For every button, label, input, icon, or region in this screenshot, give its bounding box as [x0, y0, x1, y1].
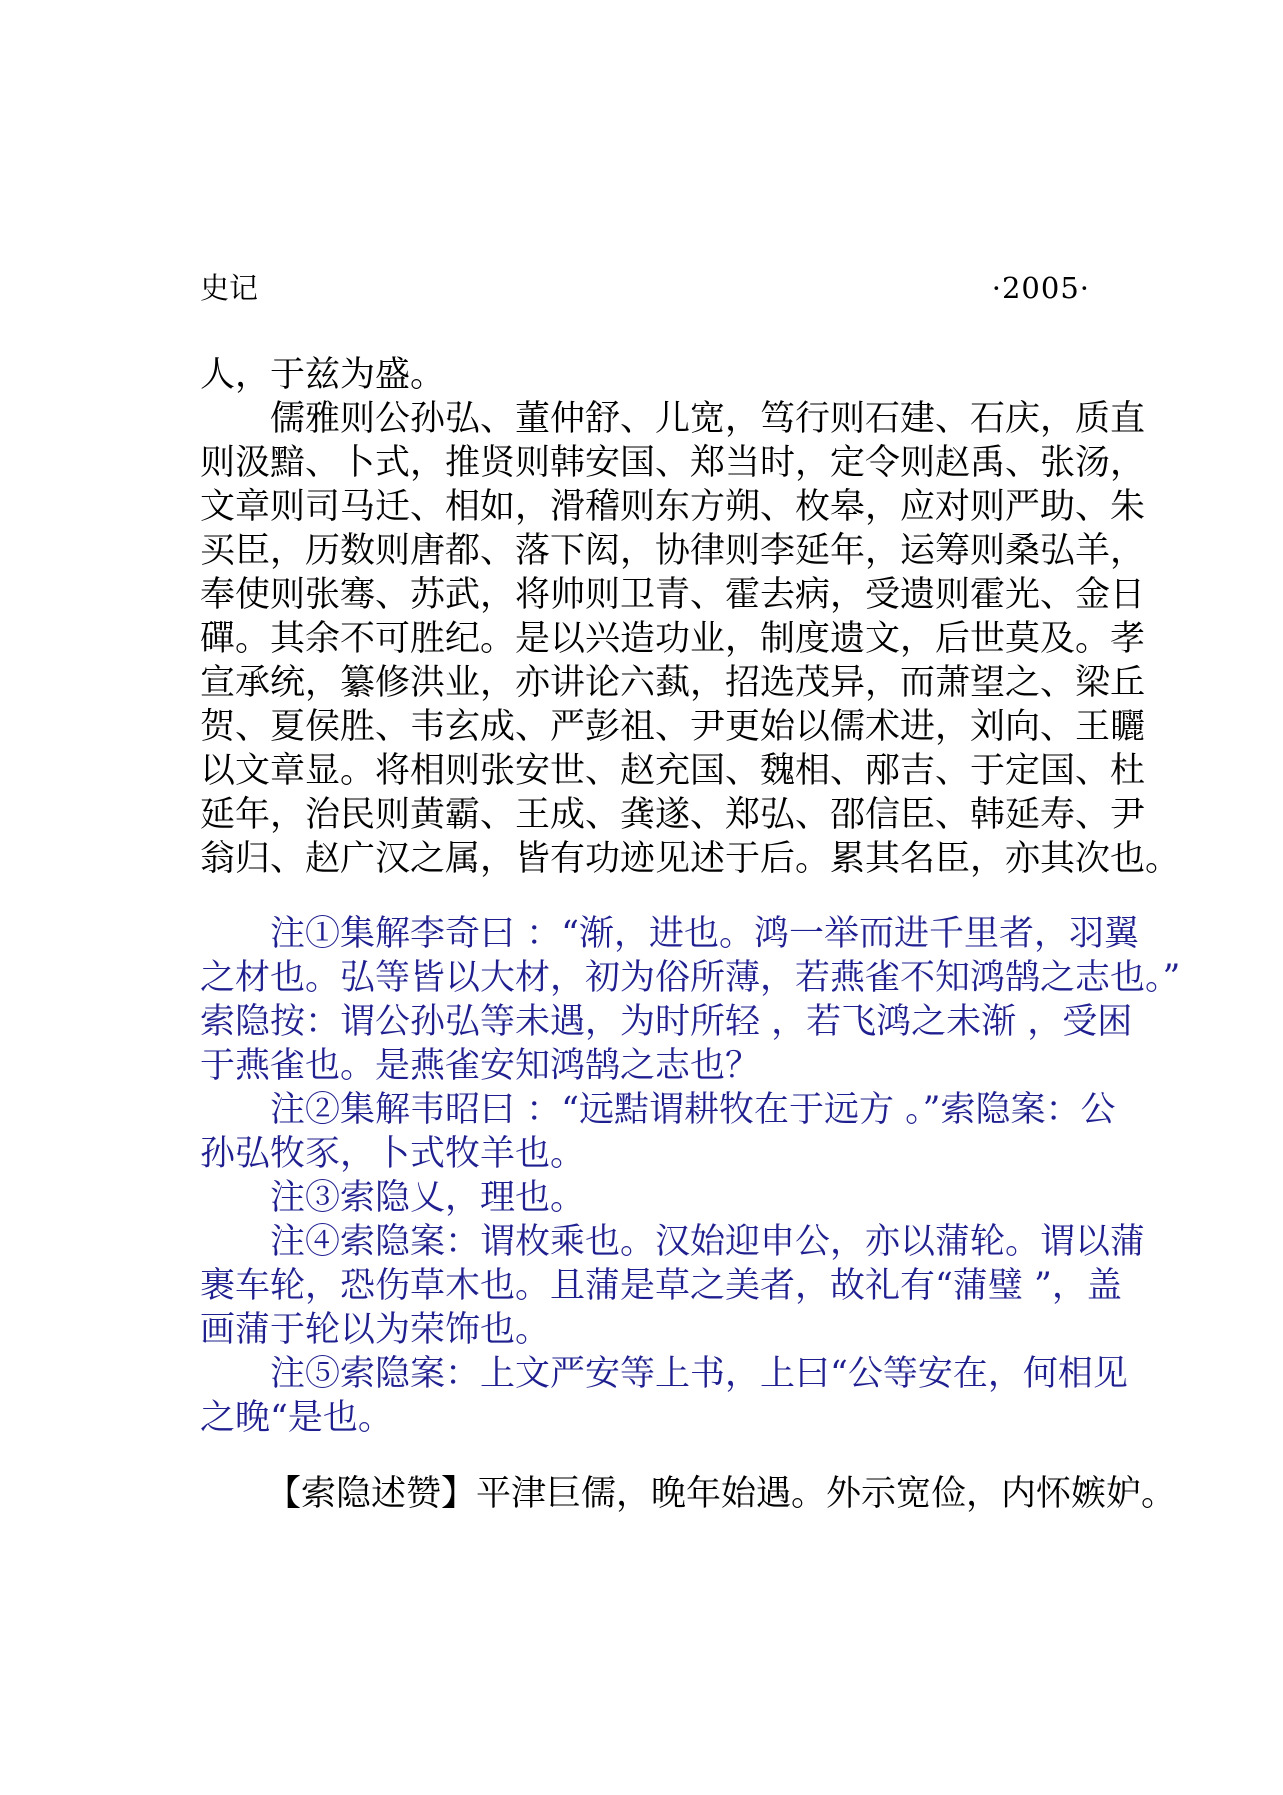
main-text [200, 353, 1181, 881]
note-line: 注⑤索隐案：上文严安等上书，上曰“公等安在，何相见 [270, 1354, 1128, 1394]
page-number: ·2005· [991, 271, 1090, 305]
text-line: 买臣，历数则唐都、落下闳，协律则李延年，运筹则桑弘羊， [200, 531, 1146, 571]
book-title: 史记 [200, 271, 259, 305]
note-line: 注②集解韦昭曰 ：“远黠谓耕牧在于远方 。”索隐案：公 [270, 1090, 1116, 1130]
text-line: 磾。其余不可胜纪。是以兴造功业，制度遗文，后世莫及。孝 [200, 619, 1146, 659]
page-header [200, 268, 1090, 308]
note-line: 画蒲于轮以为荣饰也。 [200, 1310, 551, 1350]
note-line: 之材也。弘等皆以大材，初为俗所薄，若燕雀不知鸿鹄之志也。” [200, 958, 1181, 998]
text-line: 以文章显。将相则张安世、赵充国、魏相、邴吉、于定国、杜 [200, 751, 1146, 791]
note-line: 注①集解李奇曰 ：“渐，进也。鸿一举而进千里者，羽翼 [270, 914, 1140, 954]
note-line: 之晚“是也。 [200, 1398, 393, 1438]
text-line: 人，于兹为盛。 [200, 355, 446, 395]
text-line: 延年，治民则黄霸、王成、龚遂、郑弘、邵信臣、韩延寿、尹 [200, 795, 1146, 835]
note-line: 裹车轮，恐伤草木也。且蒲是草之美者，故礼有“蒲璧 ”，盖 [200, 1266, 1122, 1306]
text-line: 儒雅则公孙弘、董仲舒、儿宽，笃行则石建、石庆，质直 [270, 399, 1146, 439]
text-line: 则汲黯、卜式，推贤则韩安国、郑当时，定令则赵禹、张汤， [200, 443, 1146, 483]
text-line: 宣承统，纂修洪业，亦讲论六蓺，招选茂异，而萧望之、梁丘 [200, 663, 1146, 703]
text-line: 文章则司马迁、相如，滑稽则东方朔、枚皋，应对则严助、朱 [200, 487, 1146, 527]
text-line: 贺、夏侯胜、韦玄成、严彭祖、尹更始以儒术进，刘向、王矖 [200, 707, 1146, 747]
note-line: 索隐按：谓公孙弘等未遇，为时所轻 ，若飞鸿之未渐 ，受困 [200, 1002, 1133, 1042]
note-line: 于燕雀也。是燕雀安知鸿鹄之志也？ [200, 1046, 761, 1086]
note-line: 注④索隐案：谓枚乘也。汉始迎申公，亦以蒲轮。谓以蒲 [270, 1222, 1146, 1262]
annotation-notes [200, 912, 1181, 1440]
note-line: 孙弘牧豕，卜式牧羊也。 [200, 1134, 586, 1174]
suoyin-praise [200, 1472, 1177, 1516]
praise-line: 【索隐述赞】平津巨儒，晚年始遇。外示宽俭，内怀嫉妒。 [266, 1474, 1177, 1514]
text-line: 翁归、赵广汉之属，皆有功迹见述于后。累其名臣，亦其次也。 [200, 839, 1181, 879]
text-line: 奉使则张骞、苏武，将帅则卫青、霍去病，受遗则霍光、金日 [200, 575, 1146, 615]
note-line: 注③索隐乂，理也。 [270, 1178, 586, 1218]
